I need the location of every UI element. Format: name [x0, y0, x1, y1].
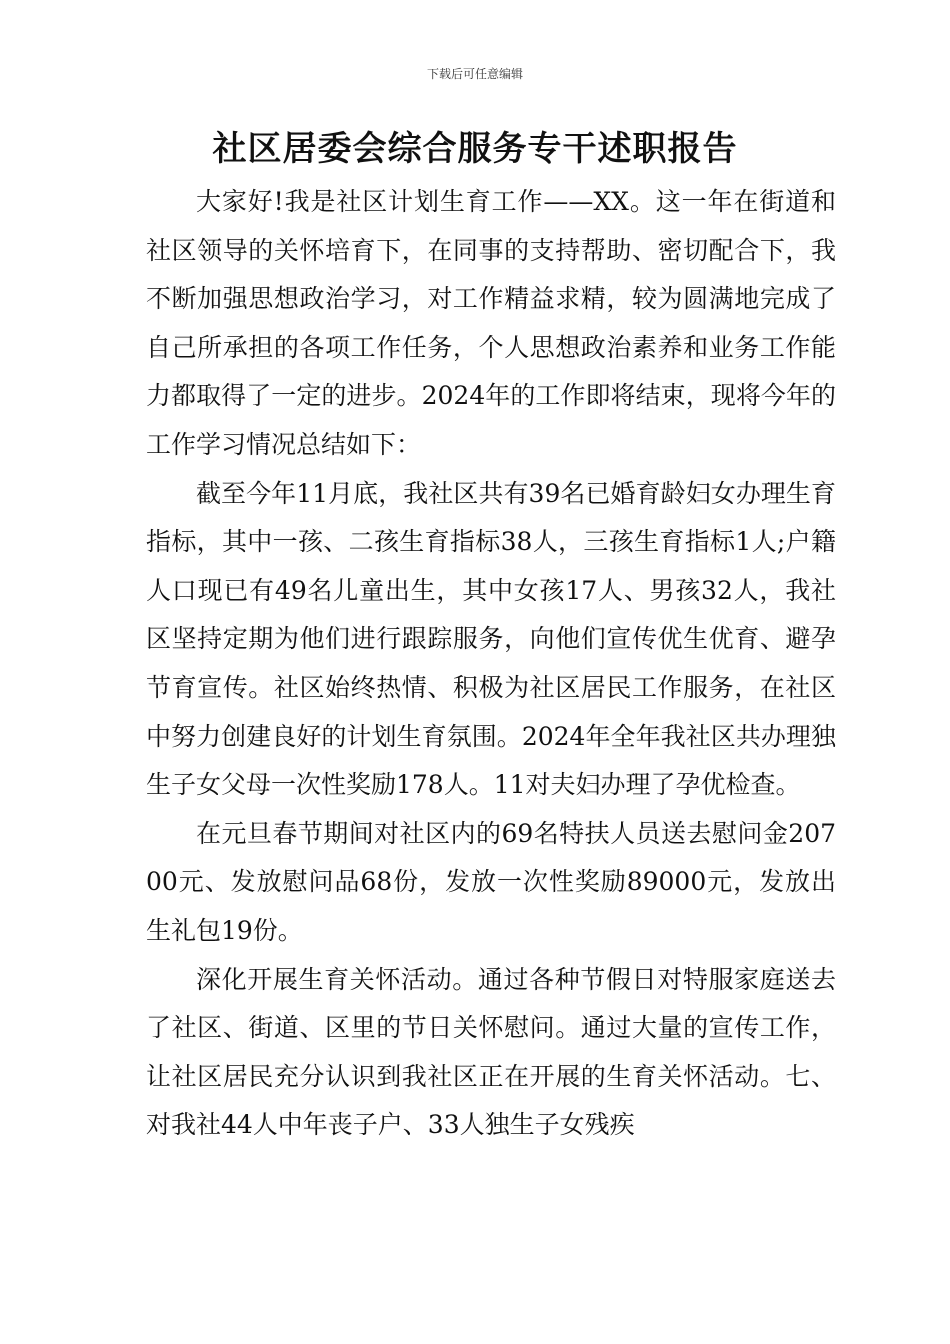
paragraph-statistics: 截至今年11月底，我社区共有39名已婚育龄妇女办理生育指标，其中一孩、二孩生育指标38人，三孩生育指标1人;户籍人口现已有49名儿童出生，其中女孩17人、男孩32人，我社区坚持定期为他们进行跟踪服务，向他们宣传优生优育、避孕节育宣传。社区始终热情、积极为社区居民工作服务，在社区中努力创建良好的计划生育氛围。2024年全年我社区共办理独生子女父母一次性奖励178人。11对夫妇办理了孕优检查。	[146, 478, 836, 800]
document-body	[146, 178, 836, 1150]
paragraph-care-activities: 深化开展生育关怀活动。通过各种节假日对特服家庭送去了社区、街道、区里的节日关怀慰问。通过大量的宣传工作，让社区居民充分认识到我社区正在开展的生育关怀活动。七、对我社44人中年丧子户、33人独生子女残疾	[146, 964, 836, 1140]
paragraph-intro: 大家好!我是社区计划生育工作——XX。这一年在街道和社区领导的关怀培育下，在同事的支持帮助、密切配合下，我不断加强思想政治学习，对工作精益求精，较为圆满地完成了自己所承担的各项工作任务，个人思想政治素养和业务工作能力都取得了一定的进步。2024年的工作即将结束，现将今年的工作学习情况总结如下：	[146, 187, 836, 459]
document-title: 社区居委会综合服务专干述职报告	[212, 129, 738, 169]
paragraph-holiday-visits: 在元旦春节期间对社区内的69名特扶人员送去慰问金20700元、发放慰问品68份，发放一次性奖励89000元，发放出生礼包19份。	[146, 818, 836, 945]
header-note: 下载后可任意编辑	[426, 67, 523, 81]
